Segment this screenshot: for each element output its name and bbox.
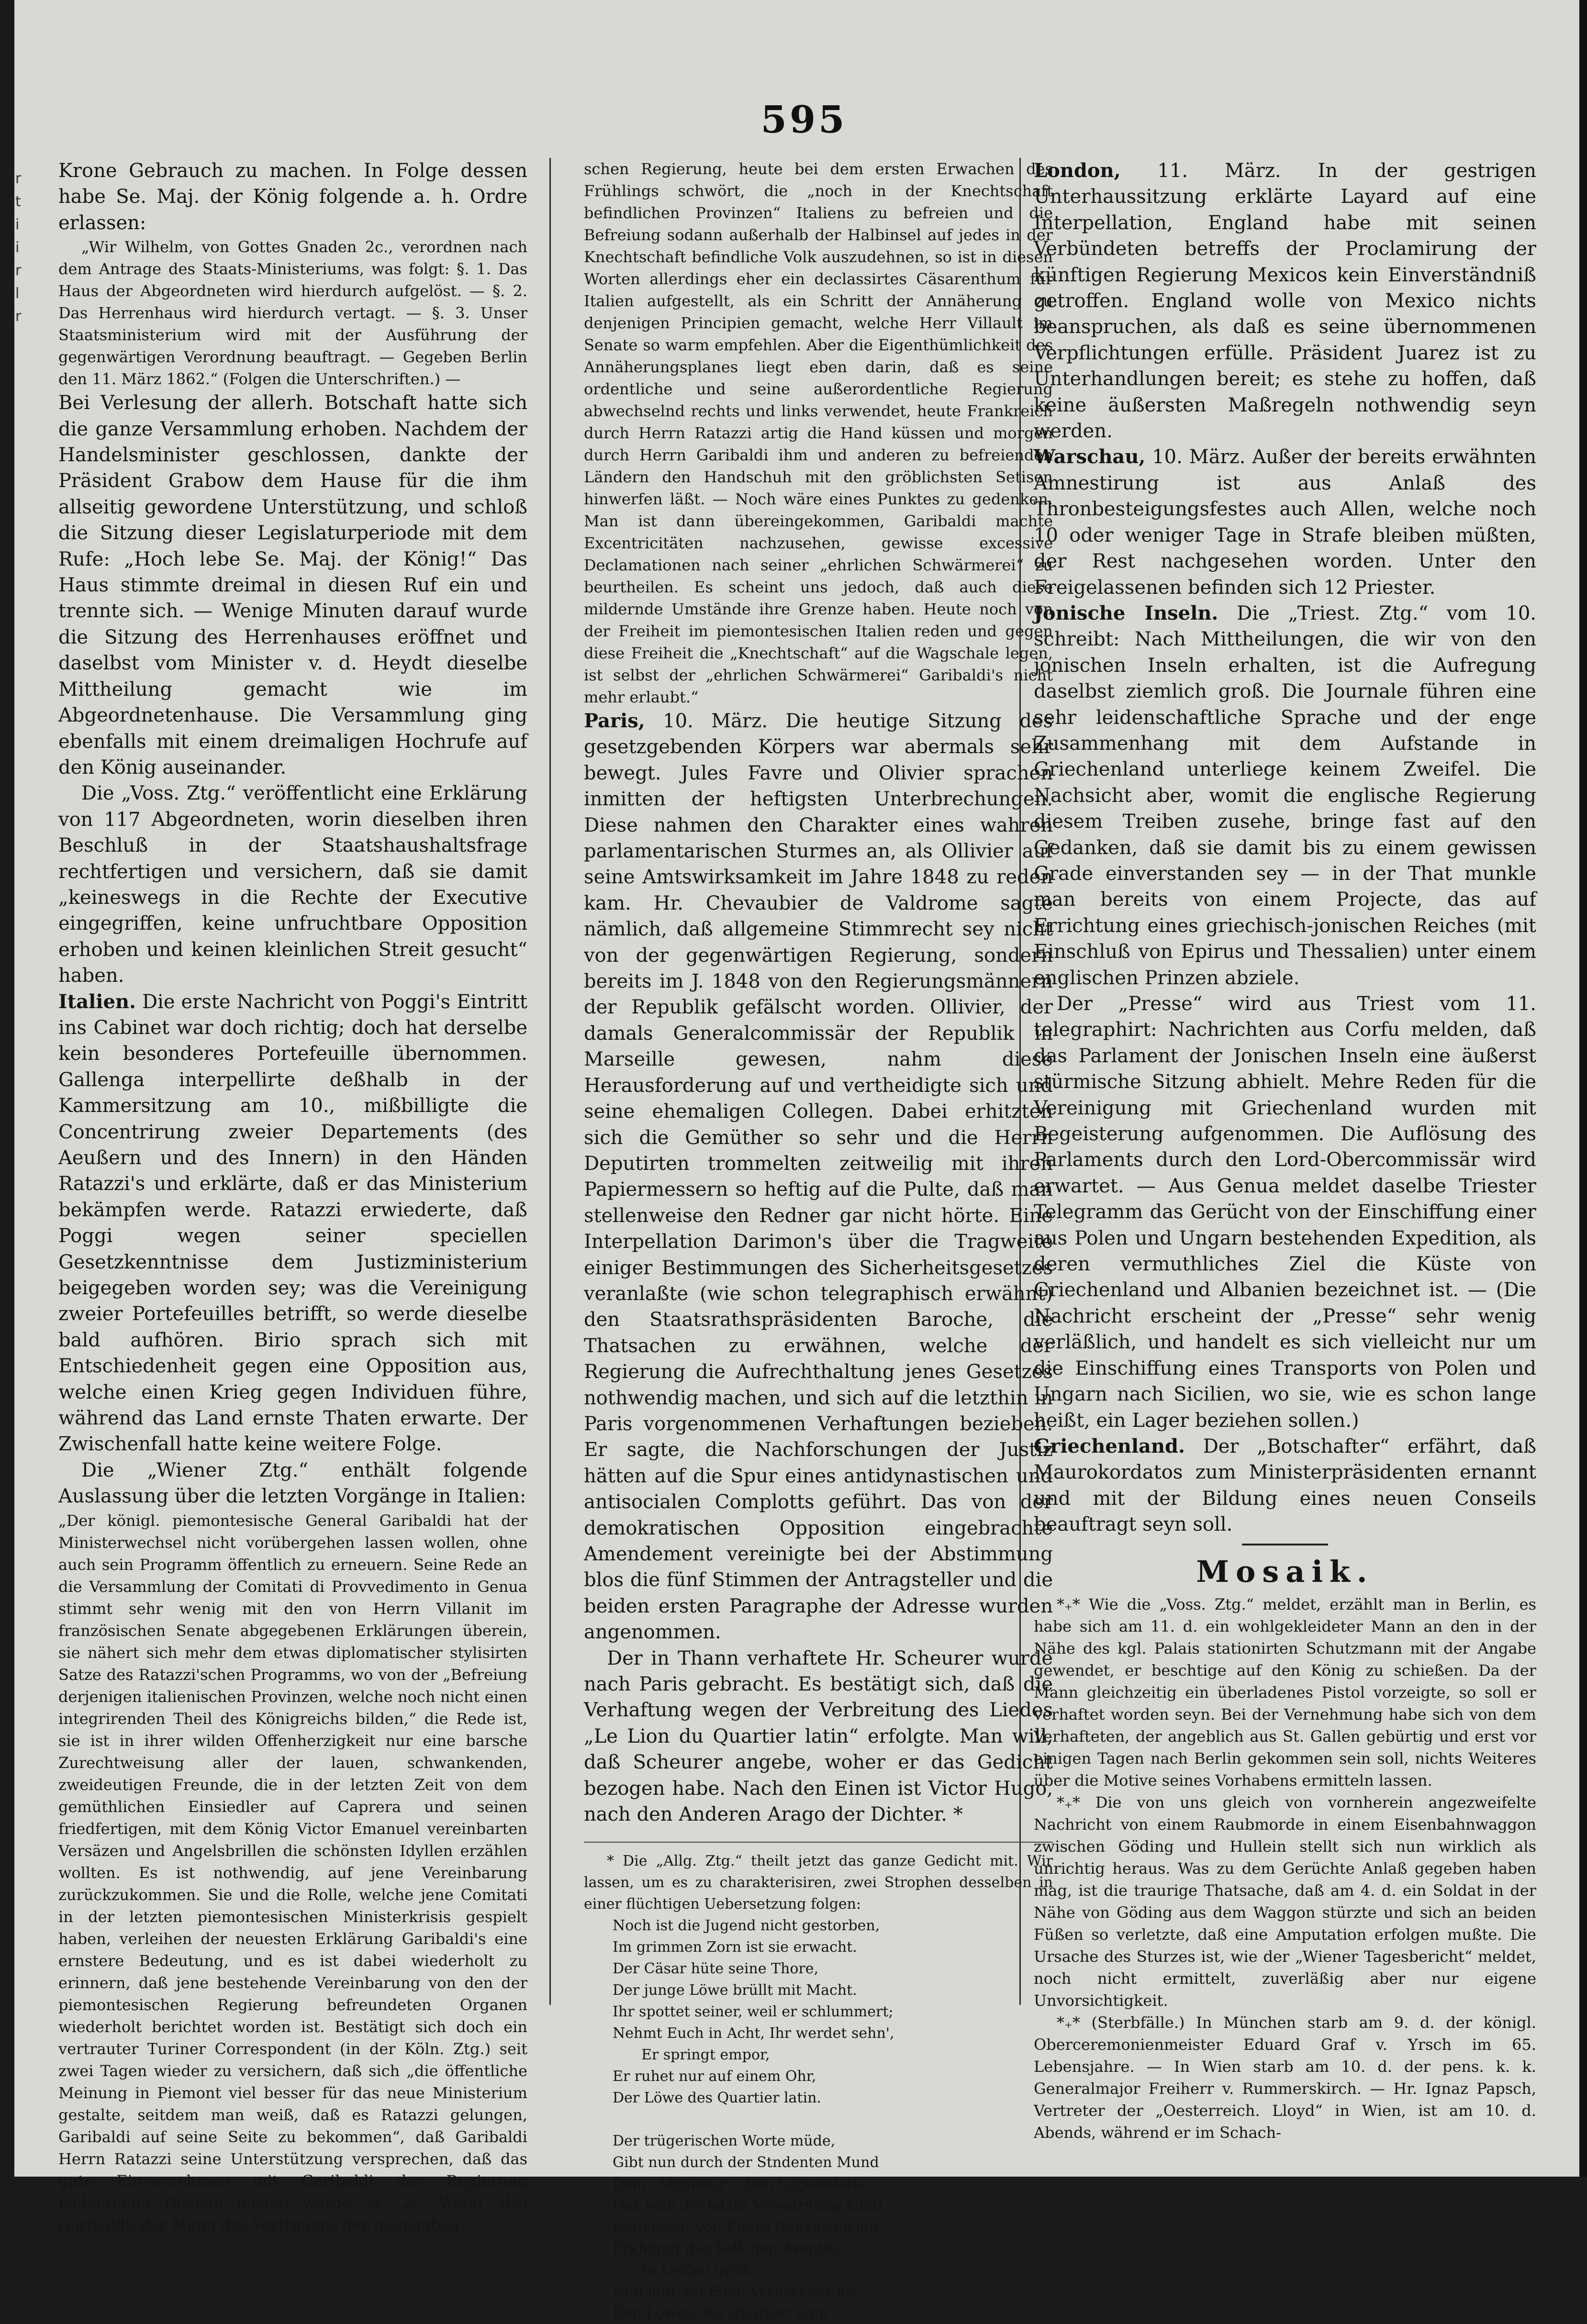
section-divider [1242,1544,1328,1546]
footnote-intro: * Die „Allg. Ztg.“ theilt jetzt das ganze Gedicht mit. Wir lassen, um es zu charakterisiren, zwei Strophen desselben in einer flüchtigen Uebersetzung folgen: [584,1853,1053,1913]
poem-line: Der Löwe des Quartier latin. [613,2090,821,2107]
margin-mark: l [15,285,20,302]
mosaik-item: *₊* Die von uns gleich von vornherein angezweifelte Nachricht von einem Raubmorde in einem Eisenbahnwaggon zwischen Göding und Hullein stellt sich nun wirklich als unrichtig heraus. Was zu dem Gerüchte Anlaß gegeben haben mag, ist die traurige Thatsache, daß am 4. d. ein Soldat in der Nähe von Göding aus dem Waggon stürzte und sich an beiden Füßen so verletzte, daß eine Amputation erfolgen mußte. Die Ursache des Sturzes ist, wie der „Wiener Tagesbericht“ meldet, noch nicht ermittelt, zuverläßig aber nur eigene Unvorsichtigkeit. [1034,1793,1536,2010]
paragraph [1034,600,1536,991]
poem-line: Entläuscht von Euern Gaukelspielen [613,2219,878,2236]
section-heading-warschau: Warschau, [1034,445,1146,468]
dateline: 11. März. [1157,160,1281,182]
mosaik-item: *₊* (Sterbfälle.) In München starb am 9. d. der königl. Oberceremonienmeister Eduard Graf v. Yrsch im 65. Lebensjahre. — In Wien starb am 10. d. der pens. k. k. Generalmajor Freiherr v. Rummerskirch. — Hr. Ignaz Papsch, Vertreter der „Oesterreich. Lloyd“ in Wien, ist am 10. d. Abends, während er im Schach- [1034,2013,1536,2142]
dateline: 10. März. [1152,446,1246,468]
paragraph: Der „Presse“ wird aus Triest vom 11. telegraphirt: Nachrichten aus Corfu melden, daß das Parlament der Jonischen Inseln eine äußerst stürmische Sitzung abhielt. Mehre Reden für die Vereinigung mit Griechenland wurden mit Begeisterung aufgenommen. Die Auflösung des Parlaments durch den Lord-Obercommissär wird erwartet. — Aus Genua meldet daselbe Triester Telegramm das Gerücht von der Einschiffung einer aus Polen und Ungarn bestehenden Expedition, als deren vermuthliches Ziel die Küste von Griechenland und Albanien bezeichnet ist. — (Die Nachricht erscheint der „Presse“ sehr wenig verläßlich, und handelt es sich vielleicht nur um die Einschiffung eines Transports von Polen und Ungarn nach Sicilien, wo sie, wie es schon lange heißt, ein Lager beziehen sollen.) [1034,993,1536,1432]
dateline: 10. März. [663,710,768,732]
poem-line: Der junge Löwe brüllt mit Macht. [613,1982,857,1999]
poem-line: Er ruhet nur auf einem Ohr, [613,2068,816,2085]
paragraph: Bei Verlesung der allerh. Botschaft hatte sich die ganze Versammlung erhoben. Nachdem der Handelsminister geschlossen, dankte der Präsident Grabow dem Hause für die ihm allseitig gewordene Unterstützung, und schloß die Sitzung dieser Legislaturperiode mit dem Rufe: „Hoch lebe Se. Maj. der König!“ Das Haus stimmte dreimal in diesen Ruf ein und trennte sich. — Wenige Minuten darauf wurde die Sitzung des Herrenhauses eröffnet und daselbst vom Minister v. d. Heydt dieselbe Mittheilung gemacht wie im Abgeordnetenhause. Die Versammlung ging ebenfalls mit einem dreimaligen Hochrufe auf den König auseinander. [58,392,527,778]
section-heading-italien: Italien. [58,990,136,1013]
paragraph-text: Die erste Nachricht von Poggi's Eintritt ins Cabinet war doch richtig; doch hat derselbe kein besonderes Portefeuille übernommen. Gallenga interpellirte deßhalb in der Kammersitzung am 10., mißbilligte die Concentrirung zweier Departements (des Aeußern und des Innern) in den Händen Ratazzi's und erklärte, daß er das Ministerium bekämpfen werde. Ratazzi erwiederte, daß Poggi wegen seiner speciellen Gesetzkenntnisse dem Justizministerium beigegeben worden sey; was die Vereinigung zweier Portefeuilles betrifft, so werde dieselbe bald aufhören. Birio sprach sich mit Entschiedenheit gegen eine Opposition aus, welche einen Krieg gegen Individuen führe, während das Land ernste Thaten erwarte. Der Zwischenfall hatte keine weitere Folge. [58,990,528,1456]
page-number: 595 [760,98,848,142]
paragraph: Krone Gebrauch zu machen. In Folge dessen habe Se. Maj. der König folgende a. h. Ordre erlassen: [58,160,527,234]
poem-line: Noch ist die Jugend nicht gestorben, [613,1917,880,1935]
column-3 [1034,158,1537,2142]
poem-line: Im grimmen Zorn ist sie erwacht. [613,1939,857,1956]
paragraph [58,989,527,1457]
margin-mark: r [15,308,22,325]
margin-mark: i [15,239,20,256]
column-2 [584,158,1053,2322]
column-1 [58,158,528,2234]
poem-line: Und läßt auf Euch Verbrecher los [613,2283,857,2301]
paragraph-text: Die heutige Sitzung des gesetzgebenden Körpers war abermals sehr bewegt. Jules Favre und Olivier sprachen inmitten der heftigsten Unterbrechungen. Diese nahmen den Charakter eines wahren parlamentarischen Sturmes an, als Ollivier auf seine Amtswirksamkeit im Jahre 1848 zu reden kam. Hr. Chevaubier de Valdrome sagte nämlich, daß allgemeine Stimmrecht sey nicht von der gegenwärtigen Regierung, sondern bereits im J. 1848 von den Regierungsmännern der Republik gefälscht worden. Ollivier, der damals Generalcommissär der Republik in Marseille gewesen, nahm diese Herausforderung auf und vertheidigte sich und seine ehemaligen Collegen. Dabei erhitzten sich die Gemüther so sehr und die Herrn Deputirten trommelten zeitweilig mit ihren Papiermessern so heftig auf die Pulte, daß man stellenweise den Redner gar nicht hörte. Eine Interpellation Darimon's über die Tragweite einiger Bestimmungen des Sicherheitsgesetzes veranlaßte (wie schon telegraphisch erwähnt) den Staatsrathspräsidenten Baroche, die Thatsachen zu erwähnen, welche der Regierung die Aufrechthaltung jenes Gesetzes nothwendig machen, und sich auf die letzthin in Paris vorgenommenen Verhaftungen bezieben. Er sagte, die Nachforschungen der Justiz hätten auf die Spur eines antidynastischen und antisocialen Complotts geführt. Das von der demokratischen Opposition eingebrachte Amendement vereinigte bei der Abstimmung blos die fünf Stimmen der Antragsteller und die beiden ersten Paragraphe der Adresse wurden angenommen. [584,710,1053,1644]
mosaik-item: *₊* Wie die „Voss. Ztg.“ meldet, erzählt man in Berlin, es habe sich am 11. d. ein wohlgekleideter Mann an den in der Nähe des kgl. Palais stationirten Schutzmann mit der Angabe gewendet, er beschtige auf den König zu schießen. Da der Mann gleichzeitig ein überladenes Pistol vorzeigte, so soll er verhaftet worden seyn. Bei der Vernehmung habe sich von dem Verhafteten, der angeblich aus St. Gallen gebürtig und erst vor einigen Tagen nach Berlin gekommen sein soll, nichts Weiteres über die Motive seines Vorhabens ermitteln lassen. [1034,1595,1536,1790]
section-heading-london: London, [1034,159,1121,182]
paragraph [1034,158,1536,444]
poem-line: Dem „Moniteur“, dem Lügenblatte, [613,2176,871,2193]
quoted-article: „Der königl. piemontesische General Garibaldi hat der Ministerwechsel nicht vorübergehen lassen wollen, ohne auch sein Programm öffentlich zu erneuern. Seine Rede an die Versammlung der Comitati di Provvedimento in Genua stimmt sehr wenig mit den von Herrn Villanit im französischen Senate abgegebenen Erklärungen überein, sie nähert sich mehr dem etwas diplomatischer stylisirten Satze des Ratazzi'schen Programms, wo von der „Befreiung derjenigen italienischen Provinzen, welche noch nicht einen integrirenden Theil des Königreichs bilden,“ die Rede ist, sie ist in ihrer wilden Offenherzigkeit nur eine barsche Zurechtweisung aller der lauen, schwankenden, zweideutigen Freunde, die in der letzten Zeit von dem gemüthlichen Einsiedler auf Caprera und seinen friedfertigen, mit dem König Victor Emanuel vereinbarten Versäzen und Angelsbrillen die schönsten Idyllen erzählen wollten. Es ist nothwendig, auf jene Vereinbarung zurückzukommen. Sie und die Rolle, welche jene Comitati in der letzten piemontesischen Ministerkrisis gespielt haben, verleihen der neuesten Erklärung Garibaldi's eine ernstere Bedeutung, und es ist dabei wiederholt zu erinnern, daß jene bestehende Vereinbarung von den der piemontesischen Regierung befreundeten Organen wiederholt berichtet worden ist. Bestätigt sich doch ein vertrauter Turiner Correspondent (in der Köln. Ztg.) seit zwei Tagen wieder zu versichern, daß sich „die öffentliche Meinung in Piemont viel besser für das neue Ministerium gestalte, seitdem man weiß, daß es Ratazzi gelungen, Garibaldi auf seine Seite zu bekommen“, daß Garibaldi Herrn Ratazzi seine Unterstützung versprechen, daß das gute Einvernehmen mit Garibaldi der Regierung bedeutende Dienste leisten werde 2c. 2c. Wenn also Garibaldi, der Mann des Vertrauens der piemontesi- [58,1511,527,2234]
left-margin-marks [15,167,27,328]
paragraph-text: In der gestrigen Unterhaussitzung erklärte Layard auf eine Interpellation, England habe mit seinen Verbündeten betreffs der Proclamirung der künftigen Regierung Mexicos kein Einverständniß getroffen. England wolle von Mexico nichts beanspruchen, als daß es seine übernommenen Verpflichtungen erfülle. Präsident Juarez ist zu Unterhandlungen bereit; es stehe zu hoffen, daß keine äußersten Maßregeln nothwendig seyn werden. [1034,160,1537,443]
paragraph: Die „Voss. Ztg.“ veröffentlicht eine Erklärung von 117 Abgeordneten, worin dieselben ihren Beschluß in der Staatshaushaltsfrage rechtfertigen und versichern, daß sie damit „keineswegs in die Rechte der Executive eingegriffen, keine unfruchtbare Opposition erhoben und keinen kleinlichen Streit gesucht“ haben. [58,782,527,987]
paragraph: Der in Thann verhaftete Hr. Scheurer wurde nach Paris gebracht. Es bestätigt sich, daß die Verhaftung wegen der Verbreitung des Liedes „Le Lion du Quartier latin“ erfolgte. Man will, daß Scheurer angebe, woher er das Gedicht bezogen habe. Nach den Einen ist Victor Hugo, nach den Anderen Arago der Dichter. * [584,1647,1053,1826]
poem-line [613,2109,1053,2130]
poem-line: Er springt empor, [641,2046,770,2064]
poem-line: Ihr spottet seiner, weil er schlummert; [613,2003,894,2021]
margin-mark: t [15,193,21,210]
paragraph [584,708,1053,1646]
section-heading-paris: Paris, [584,710,645,732]
paragraph-text: Der „Botschafter“ erfährt, daß Maurokordatos zum Ministerpräsidenten ernannt und mit der Bildung eines neuen Conseils beauftragt seyn soll. [1034,1435,1536,1536]
poem-line: Der trügerischen Worte müde, [613,2133,836,2150]
paragraph-text: Die „Triest. Ztg.“ vom 10. schreibt: Nach Mittheilungen, die wir von den jonischen Inseln erhalten, ist die Aufregung daselbst ziemlich groß. Die Journale führen eine sehr leidenschaftliche Sprache und der enge Zusammenhang mit dem Aufstande in Griechenland unterliege keinem Zweifel. Die Nachsicht aber, womit die englische Regierung diesem Treiben zusehe, bringe fast auf den Gedanken, daß sie damit bis zu einem gewissen Grade einverstanden sey — in der That munkle man bereits von einem Projecte, das auf Errichtung eines griechisch-jonischen Reiches (mit Einschluß von Epirus und Thessalien) unter einem englischen Prinzen abziele. [1034,602,1536,989]
section-heading-ionian: Jonische Inseln. [1034,601,1218,624]
scan-edge [1579,0,1587,2177]
poem-line: Das Volk die letzte Verwarnung kund. [613,2197,887,2214]
decree-text: „Wir Wilhelm, von Gottes Gnaden 2c., verordnen nach dem Antrage des Staats-Ministeriums, was folgt: §. 1. Das Haus der Abgeordneten wird hierdurch aufgelöst. — §. 2. Das Herrenhaus wird hierdurch vertagt. — §. 3. Unser Staatsministerium wird mit der Ausführung der gegenwärtigen Verordnung beauftragt. — Gegeben Berlin den 11. März 1862.“ (Folgen die Unterschriften.) — [58,238,527,389]
margin-mark: r [15,170,22,187]
newspaper-page [14,0,1579,2322]
poem [584,1915,1053,2324]
paragraph [1034,444,1536,600]
paragraph-text: Außer der bereits erwähnten Amnestirung ist aus Anlaß des Thronbesteigungsfestes auch Allen, welche noch 10 oder weniger Tage in Strafe bleiben müßten, der Rest nachgesehen worden. Unter den Freigelassenen befinden sich 12 Priester. [1034,446,1537,599]
quoted-article-cont: schen Regierung, heute bei dem ersten Erwachen des Frühlings schwört, die „noch in der Knechtschaft befindlichen Provinzen“ Italiens zu befreien und die Befreiung sodann außerhalb der Halbinsel auf jedes in der Knechtschaft befindliche Volk auszudehnen, so ist in diesen Worten allerdings eher ein declassirtes Cäsarenthum für Italien aufgestellt, als ein Schritt der Annäherung zu denjenigen Principien gemacht, welche Herr Villault im Senate so warm empfehlen. Aber die Eigenthümlichkeit des Annäherungsplanes liegt eben darin, daß es seine ordentliche und seine außerordentliche Regierung abwechselnd rechts und links verwendet, heute Frankreich durch Herrn Ratazzi artig die Hand küssen und morgen durch Herrn Garibaldi ihm und anderen zu befreienden Ländern den Handschuh mit den gröblichsten Setisen hinwerfen läßt. — Noch wäre eines Punktes zu gedenken. Man ist dann übereingekommen, Garibaldi machte Excentricitäten nachzusehen, gewisse excessive Declamationen nach seiner „ehrlichen Schwärmerei“ zu beurtheilen. Es scheint uns jedoch, daß auch diese mildernde Umstände ihre Grenze haben. Heute noch von der Freiheit im piemontesischen Italien reden und gegen diese Freiheit die „Knechtschaft“ auf die Wagschale legen, ist selbst der „ehrlichen Schwärmerei“ Garibaldi's nicht mehr erlaubt.“ [584,160,1053,706]
column-rule [549,158,551,2005]
footnote [584,1842,1053,2324]
poem-line: Den Löwen des Quartier latin [613,2305,828,2322]
margin-mark: i [15,216,20,233]
poem-line: In Leiden groß, [641,2262,754,2279]
section-heading-greece: Griechenland. [1034,1434,1185,1457]
poem-line: Der Cäsar hüte seine Thore, [613,1960,819,1978]
poem-line: Gibt nun durch der Stndenten Mund [613,2154,879,2171]
margin-mark: r [15,262,22,279]
paragraph [1034,1434,1536,1538]
paragraph: Die „Wiener Ztg.“ enthält folgende Auslassung über die letzten Vorgänge in Italien: [58,1459,527,1508]
poem-line: Nehmt Euch in Acht, Ihr werdet sehn', [613,2025,894,2042]
mosaik-title: Mosaik. [1196,1554,1374,1589]
poem-line: Erklimmt das Volk den Aventin, [613,2240,842,2257]
